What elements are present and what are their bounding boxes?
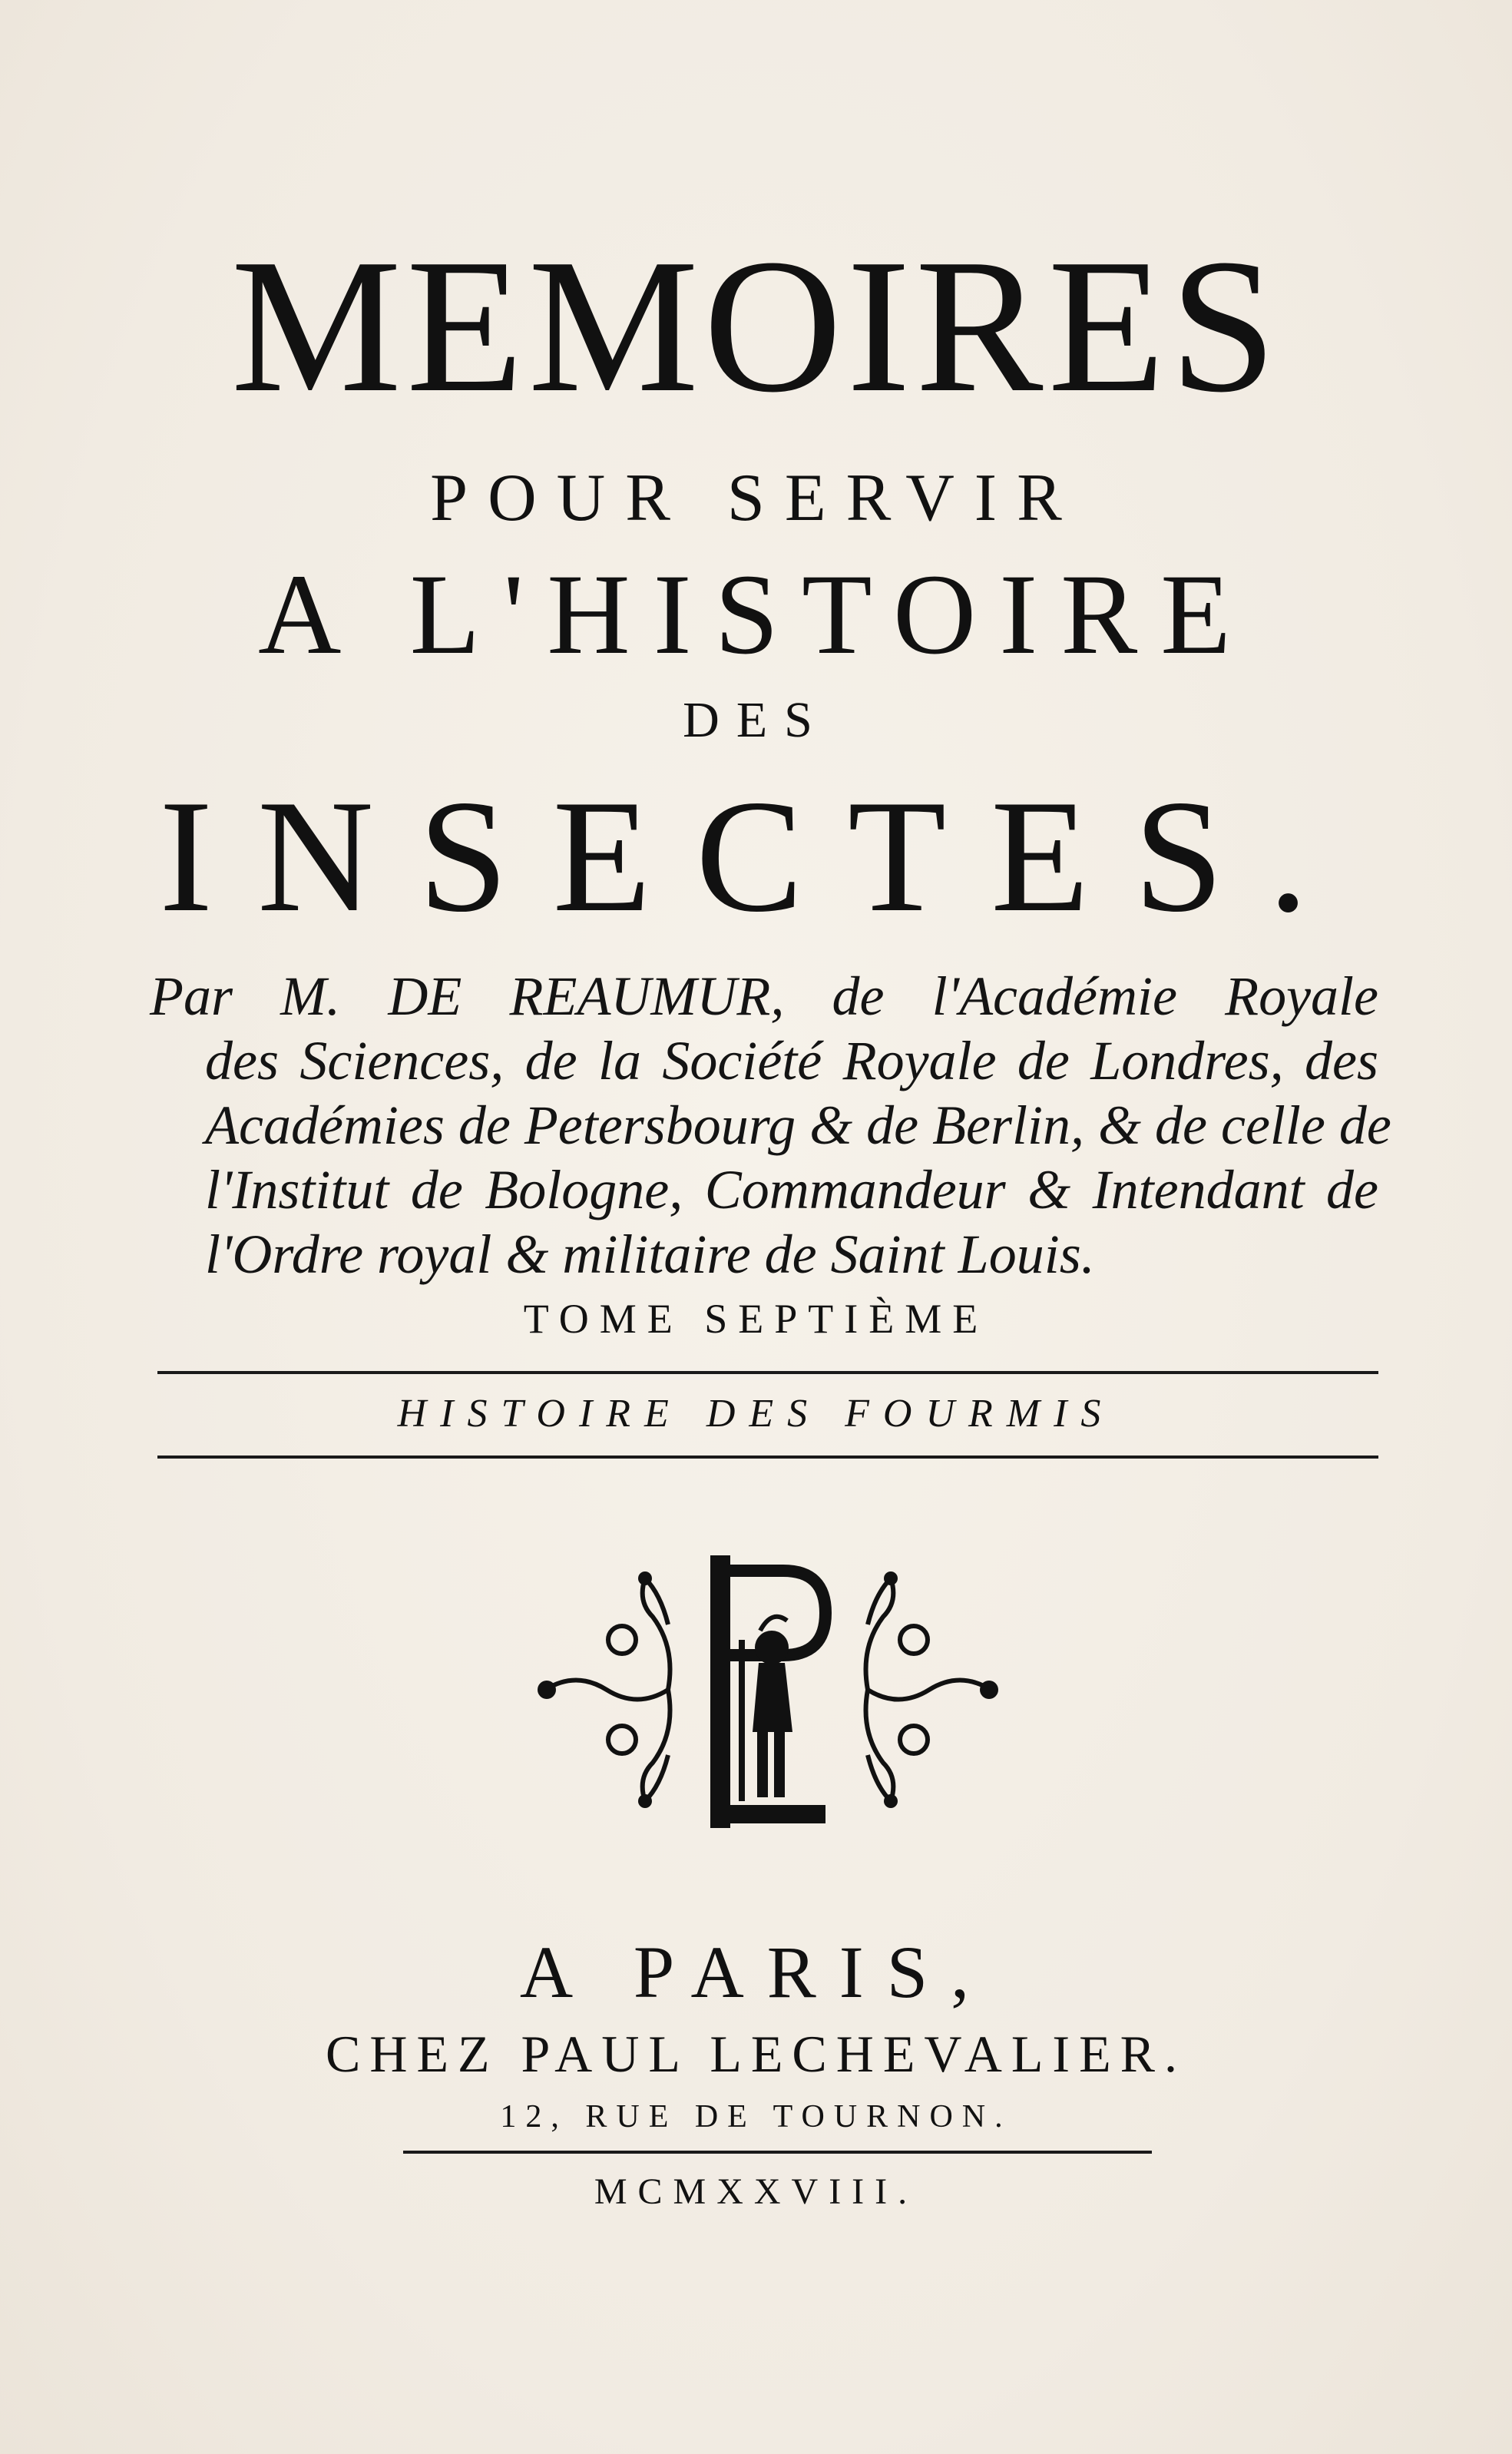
imprint-city: A PARIS, xyxy=(519,1931,993,2013)
title-line-des: DES xyxy=(683,692,829,748)
author-statement xyxy=(150,964,1391,1287)
author-line: Par M. DE REAUMUR, de l'Académie Royale xyxy=(150,965,1378,1027)
title-line-insectes: INSECTES. xyxy=(159,767,1353,946)
divider-rule xyxy=(157,1371,1378,1374)
volume-subject: HISTOIRE DES FOURMIS xyxy=(397,1392,1115,1436)
right-scroll-ornament xyxy=(866,1578,991,1801)
volume-number: TOME SEPTIÈME xyxy=(523,1296,989,1342)
imprint-publisher: CHEZ PAUL LECHEVALIER. xyxy=(326,2025,1186,2083)
author-line: l'Institut de Bologne, Commandeur & Intendant de xyxy=(205,1159,1378,1220)
author-line: l'Ordre royal & militaire de Saint Louis. xyxy=(205,1224,1095,1285)
left-scroll-ornament xyxy=(545,1578,670,1801)
book-title: MEMOIRES xyxy=(230,220,1282,432)
title-line-a-lhistoire: A L'HISTOIRE xyxy=(258,551,1254,678)
divider-rule xyxy=(157,1456,1378,1459)
author-line: Académies de Petersbourg & de Berlin, & de celle de xyxy=(205,1095,1391,1156)
author-line: des Sciences, de la Société Royale de Londres, des xyxy=(205,1030,1378,1091)
divider-rule xyxy=(403,2151,1152,2154)
knight-figure xyxy=(739,1617,792,1801)
publisher-device-icon xyxy=(530,1548,1006,1840)
imprint-address: 12, RUE DE TOURNON. xyxy=(500,2099,1012,2134)
imprint-year: MCMXXVIII. xyxy=(594,2171,918,2212)
title-line-pour-servir: POUR SERVIR xyxy=(430,461,1082,535)
